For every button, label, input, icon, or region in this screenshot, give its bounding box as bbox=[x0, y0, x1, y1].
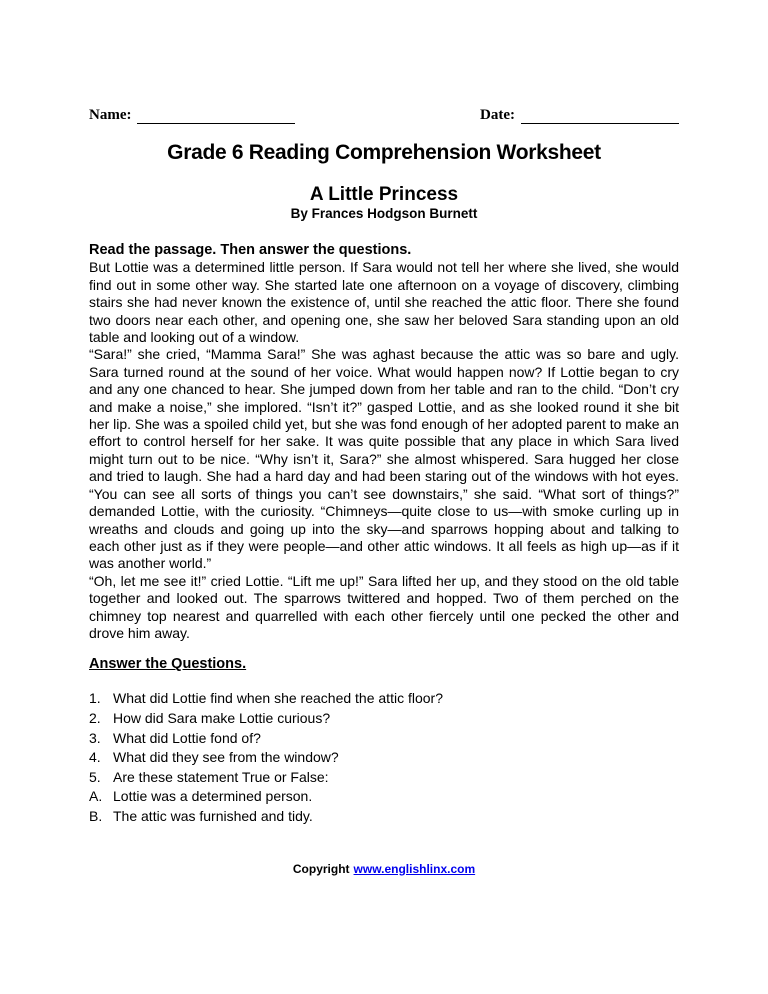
question-item-B bbox=[89, 807, 679, 827]
passage bbox=[89, 259, 679, 642]
question-text: Lottie was a determined person. bbox=[113, 788, 313, 805]
question-number: 3. bbox=[89, 729, 101, 746]
questions-list bbox=[89, 689, 679, 826]
question-number: 2. bbox=[89, 709, 101, 726]
copyright-line bbox=[89, 862, 679, 876]
date-blank-line bbox=[521, 108, 679, 124]
question-text: How did Sara make Lottie curious? bbox=[113, 709, 331, 726]
question-number: 5. bbox=[89, 768, 101, 785]
questions-heading: Answer the Questions. bbox=[89, 656, 247, 673]
question-letter: B. bbox=[89, 807, 103, 824]
passage-paragraph-3: “Oh, let me see it!” cried Lottie. “Lift me up!” Sara lifted her up, and they stood on the old table together and looked out. The sparrows twittered and hopped. Two of them perched on the chimney top nearest and quarrelled with each other fiercely until one pecked the other and drove him away. bbox=[89, 572, 679, 641]
date-label: Date: bbox=[480, 107, 515, 123]
question-text: What did Lottie fond of? bbox=[113, 729, 261, 746]
passage-instruction: Read the passage. Then answer the questions. bbox=[89, 242, 412, 258]
name-label: Name: bbox=[89, 107, 132, 123]
copyright-label: Copyright bbox=[292, 861, 350, 876]
copyright-link[interactable]: www.englishlinx.com bbox=[353, 861, 476, 876]
question-item-2 bbox=[89, 709, 679, 729]
worksheet-title: Grade 6 Reading Comprehension Worksheet bbox=[167, 141, 601, 164]
passage-paragraph-2: “Sara!” she cried, “Mamma Sara!” She was aghast because the attic was so bare and ugly. Sara turned round at the sound of her voice. What would happen now? If Lottie began to cry and any one chanced to hear. She jumped down from her table and ran to the child. “Don’t cry and make a noise,” she implored. “Isn’t it?” gasped Lottie, and as she looked round it she bit her lip. She was a spoiled child yet, but she was fond enough of her adopted parent to make an effort to control herself for her sake. It was quite possible that any place in which Sara lived might turn out to be nice. “Why isn’t it, Sara?” she almost whispered. Sara hugged her close and tried to laugh. She had a hard day and had been staring out of the windows with hot eyes. “You can see all sorts of things you can’t see downstairs,” she said. “What sort of things?” demanded Lottie, with the curiosity. “Chimneys—quite close to us—with smoke curling up in wreaths and clouds and going up into the sky—and sparrows hopping about and talking to each other just as if they were people—and other attic windows. It all feels as high up—as if it was another world.” bbox=[89, 346, 679, 572]
date-field bbox=[480, 106, 679, 124]
passage-paragraph-1: But Lottie was a determined little person. If Sara would not tell her where she lived, she would find out in some other way. She started late one afternoon on a voyage of discovery, climbing stairs she had never known the existence of, until she reached the attic floor. There she found two doors near each other, and opening one, she saw her beloved Sara standing upon an old table and looking out of a window. bbox=[89, 259, 679, 346]
question-text: What did Lottie find when she reached the attic floor? bbox=[113, 690, 443, 707]
question-text: What did they see from the window? bbox=[113, 749, 339, 766]
question-item-1 bbox=[89, 689, 679, 709]
name-field bbox=[89, 106, 295, 124]
question-letter: A. bbox=[89, 788, 103, 805]
name-date-row bbox=[89, 106, 679, 124]
name-blank-line bbox=[137, 108, 295, 124]
question-item-5 bbox=[89, 768, 679, 788]
question-number: 4. bbox=[89, 749, 101, 766]
question-item-4 bbox=[89, 748, 679, 768]
question-item-3 bbox=[89, 729, 679, 749]
story-byline: By Frances Hodgson Burnett bbox=[290, 206, 478, 221]
question-number: 1. bbox=[89, 690, 101, 707]
question-text: The attic was furnished and tidy. bbox=[113, 807, 313, 824]
question-item-A bbox=[89, 787, 679, 807]
story-title: A Little Princess bbox=[309, 184, 459, 205]
question-text: Are these statement True or False: bbox=[113, 768, 329, 785]
